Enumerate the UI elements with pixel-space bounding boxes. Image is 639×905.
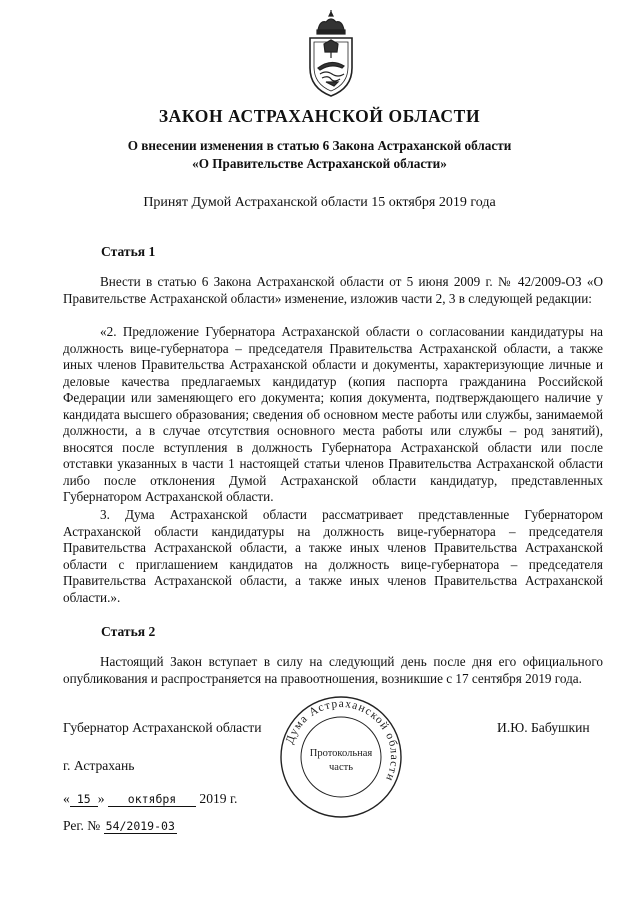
registration-label: Рег. №: [63, 818, 101, 833]
date-close-quote: »: [97, 791, 105, 806]
document-title: ЗАКОН АСТРАХАНСКОЙ ОБЛАСТИ: [158, 106, 481, 126]
article1-paragraph3-text: 3. Дума Астраханской области рассматривает представленные Губернатором Астраханской области кандидатуры на должность вице-губернатора – председателя Правительства Астраханской области, а также иных членов Правительства Астраханской области с приглашением кандидатов на должность вице-губернатора – председателя Правительства Астраханской области, а также иных членов Правительства Астраханской области.».: [63, 507, 603, 605]
article2-paragraph1: [63, 654, 603, 687]
duma-stamp-seal: [278, 694, 404, 820]
adoption-note: Принят Думой Астраханской области 15 октября 2019 года: [143, 195, 496, 210]
article2-heading: Статья 2: [101, 624, 156, 639]
registration-number: [63, 818, 177, 834]
article2-paragraph1-text: Настоящий Закон вступает в силу на следующий день после дня его официального опубликования и распространяется на правоотношения, возникшие с 17 сентября 2019 года.: [63, 654, 603, 686]
signatory-name: И.Ю. Бабушкин: [497, 720, 590, 735]
article1-paragraph2: [63, 324, 603, 506]
document-subtitle-line2: «О Правительстве Астраханской области»: [192, 156, 447, 171]
date-year: 2019 г.: [199, 791, 238, 806]
signatory-position: Губернатор Астраханской области: [63, 720, 262, 735]
stamp-ring-text: Дума Астраханской области: [283, 697, 401, 784]
stamp-center-line2: часть: [329, 762, 353, 773]
signing-city: г. Астрахань: [63, 758, 135, 773]
article1-paragraph3: [63, 507, 603, 606]
article1-heading: Статья 1: [101, 244, 156, 259]
document-subtitle-line1: О внесении изменения в статью 6 Закона Астраханской области: [127, 138, 512, 153]
stamp-center-line1: Протокольная: [309, 748, 373, 759]
signing-date: [63, 791, 237, 807]
article1-paragraph1: [63, 274, 603, 307]
registration-value: 54/2019-03: [105, 819, 175, 833]
article1-paragraph2-text: «2. Предложение Губернатора Астраханской области о согласовании кандидатуры на должность вице-губернатора – председателя Правительства Астраханской области, а также иных членов Правительства Астраханской области и документы, характеризующие личные и деловые качества предлагаемых кандидатур (копия паспорта гражданина Российской Федерации или заменяющего его документа; копия документа, подтверждающего наличие у кандидата высшего образования; сведения об основном месте работы или службы, занимаемой должности, а в случае отсутствия основного места работы или службы – род занятий), вносятся после вступления в должность Губернатора Астраханской области или после отставки указанных в части 1 настоящей статьи членов Правительства Астраханской области либо после отклонения Думой Астраханской области кандидатур, представленных Губернатором Астраханской области.: [63, 324, 603, 505]
date-open-quote: «: [63, 791, 70, 806]
article1-paragraph1-text: Внести в статью 6 Закона Астраханской области от 5 июня 2009 г. № 42/2009-ОЗ «О Правительстве Астраханской области» изменение, изложив части 2, 3 в следующей редакции:: [63, 274, 603, 306]
date-month: октября: [108, 792, 196, 807]
date-day: 15: [70, 792, 98, 807]
coat-of-arms-emblem: [296, 8, 366, 100]
